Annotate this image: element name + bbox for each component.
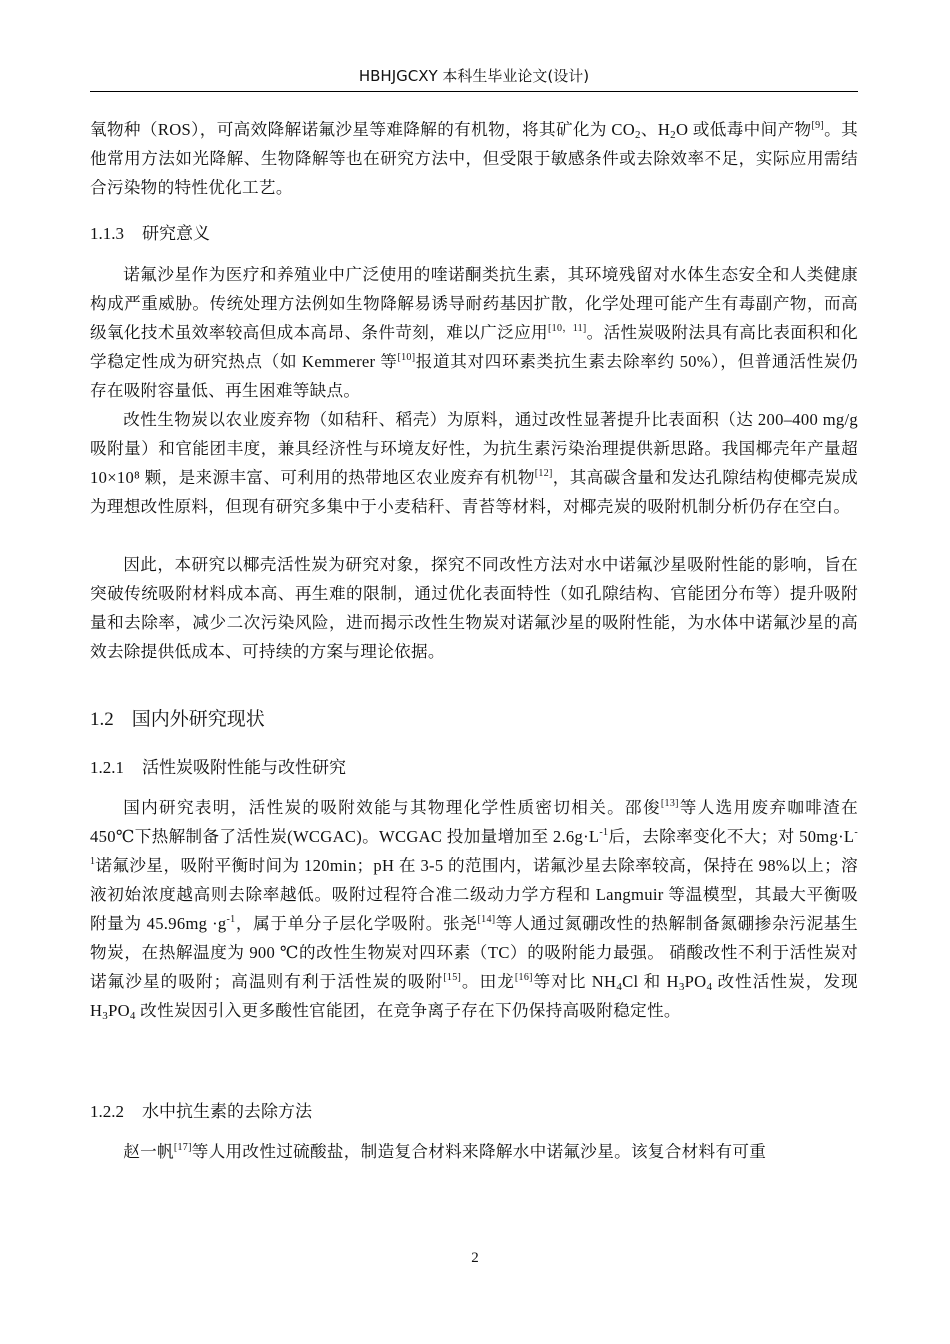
- citation: [10]: [397, 352, 416, 363]
- paragraph-removal-methods: 赵一帆[17]等人用改性过硫酸盐，制造复合材料来降解水中诺氟沙星。该复合材料有可重: [123, 1142, 767, 1161]
- citation: [15]: [443, 972, 462, 983]
- paragraph-continuation: 氧物种（ROS），可高效降解诺氟沙星等难降解的有机物，将其矿化为 $CO_2$、$H_2O$ 或低毒中间产物[9]。其他常用方法如光降解、生物降解等也在研究方法中，但受限于敏感条件或去除效率不足，实际应用需结合污染物的特性优化工艺。: [90, 120, 858, 197]
- citation: [14]: [477, 914, 496, 925]
- citation: [12]: [534, 468, 553, 479]
- section-heading-1-2-1: 1.2.1 活性炭吸附性能与改性研究: [90, 758, 346, 778]
- citation: [17]: [173, 1142, 192, 1153]
- page-header: [90, 65, 858, 92]
- citation: [13]: [660, 798, 679, 809]
- citation: [9]: [811, 120, 825, 131]
- header-title: HBHJGCXY 本科生毕业论文(设计): [358, 67, 590, 85]
- document-body: [90, 115, 858, 1166]
- page-number: 2: [471, 1250, 479, 1266]
- citation: [10，11]: [548, 323, 587, 334]
- paragraph-significance-1: 诺氟沙星作为医疗和养殖业中广泛使用的喹诺酮类抗生素，其环境残留对水体生态安全和人类健康构成严重威胁。传统处理方法例如生物降解易诱导耐药基因扩散，化学处理可能产生有毒副产物，而高级氧化技术虽效率较高但成本高昂、条件苛刻，难以广泛应用[10，11]。活性炭吸附法具有高比表面积和化学稳定性成为研究热点（如 Kemmerer 等[10]报道其对四环素类抗生素去除率约 50%），但普通活性炭仍存在吸附容量低、再生困难等缺点。: [90, 265, 859, 400]
- paragraph-significance-3: 因此，本研究以椰壳活性炭为研究对象，探究不同改性方法对水中诺氟沙星吸附性能的影响，旨在突破传统吸附材料成本高、再生难的限制，通过优化表面特性（如孔隙结构、官能团分布等）提升吸附量和去除率，减少二次污染风险，进而揭示改性生物炭对诺氟沙星的吸附性能，为水体中诺氟沙星的高效去除提供低成本、可持续的方案与理论依据。: [90, 555, 858, 661]
- paragraph-significance-2: 改性生物炭以农业废弃物（如秸秆、稻壳）为原料，通过改性显著提升比表面积（达 200–400 mg/g 吸附量）和官能团丰度，兼具经济性与环境友好性，为抗生素污染治理提供新思路。我国椰壳年产量超 10×10⁸ 颗，是来源丰富、可利用的热带地区农业废弃有机物[12]，其高碳含量和发达孔隙结构使椰壳炭成为理想改性原料，但现有研究多集中于小麦秸秆、青苔等材料，对椰壳炭的吸附机制分析仍存在空白。: [90, 410, 858, 516]
- section-heading-1-2-2: 1.2.2 水中抗生素的去除方法: [90, 1102, 312, 1122]
- section-heading-1-1-3: 1.1.3 研究意义: [90, 224, 210, 244]
- paragraph-research-activated-carbon: 国内研究表明，活性炭的吸附效能与其物理化学性质密切相关。邵俊[13]等人选用废弃咖啡渣在 450℃下热解制备了活性炭(WCGAC)。WCGAC 投加量增加至 $2.6g\cdot L^{-1}$后，去除率变化不大；对 $50mg\cdot L^{-1}$诺氟沙星，吸附平衡时间为 120min；pH 在 3-5 的范围内，诺氟沙星去除率较高，保持在 98%以上；溶液初始浓度越高则去除率越低。吸附过程符合准二级动力学方程和 Langmuir 等温模型，其最大平衡吸附量为 $45.96mg \cdot g^{-1}$，属于单分子层化学吸附。张尧[14]等人通过氮硼改性的热解制备氮硼掺杂污泥基生物炭，在热解温度为 900 ℃的改性生物炭对四环素（TC）的吸附能力最强。 硝酸改性不利于活性炭对诺氟沙星的吸附；高温则有利于活性炭的吸附[15]。田龙[16]等对比 $NH_4Cl$ 和 $H_3PO_4$ 改性活性炭，发现 $H_3PO_4$ 改性炭因引入更多酸性官能团，在竞争离子存在下仍保持高吸附稳定性。: [90, 798, 859, 1022]
- citation: [16]: [514, 972, 533, 983]
- section-heading-1-2: 1.2 国内外研究现状: [90, 708, 265, 730]
